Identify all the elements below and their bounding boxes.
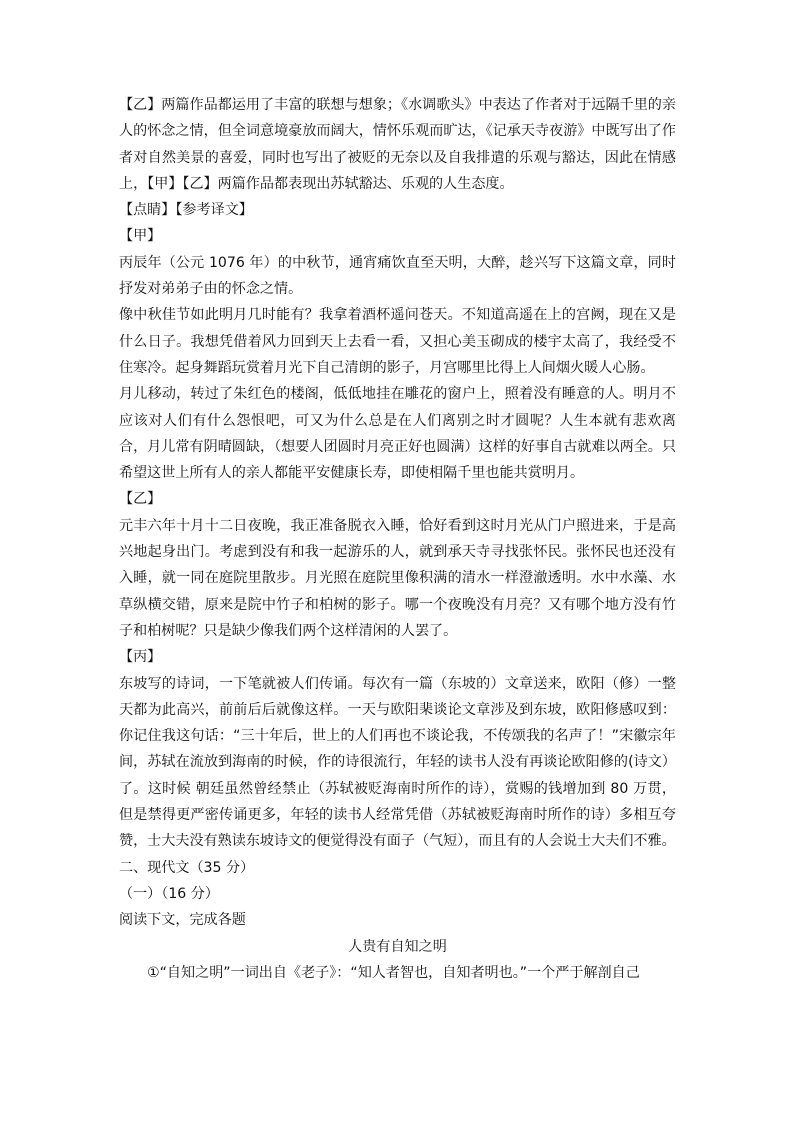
heading-jia: 【甲】 bbox=[119, 228, 162, 245]
article-first-line: ①“自知之明”一词出自《老子》：“知人者智也，自知者明也。”一个严于解剖自己 bbox=[147, 964, 640, 981]
paragraph-jia-preface: 丙辰年（公元 1076 年）的中秋节，通宵痛饮直至天明，大醉，趁兴写下这篇文章，同时抒发对弟弟子由的怀念之情。 bbox=[119, 254, 676, 298]
document-page bbox=[119, 92, 676, 986]
paragraph-jia-part2: 月儿移动，转过了朱红色的楼阁，低低地挂在雕花的窗户上，照着没有睡意的人。明月不应该对人们有什么怨恨吧，可又为什么总是在人们离别之时才圆呢？人生本就有悲欢离合，月儿常有阴晴圆缺，（想要人团圆时月亮正好也圆满）这样的好事自古就难以两全。只希望这世上所有人的亲人都能平安健康长寿，即使相隔千里也能共赏明月。 bbox=[119, 386, 676, 482]
heading-yi: 【乙】 bbox=[119, 491, 162, 508]
paragraph-yi: 元丰六年十月十二日夜晚，我正准备脱衣入睡，恰好看到这时月光从门户照进来，于是高兴地起身出门。考虑到没有和我一起游乐的人，就到承天寺寻找张怀民。张怀民也还没有入睡，就一同在庭院里散步。月光照在庭院里像积满的清水一样澄澈透明。水中水藻、水草纵横交错，原来是院中竹子和柏树的影子。哪一个夜晚没有月亮？又有哪个地方没有竹子和柏树呢？只是缺少像我们两个这样清闲的人罢了。 bbox=[119, 517, 676, 639]
subsection-one: （一）（16 分） bbox=[119, 885, 219, 902]
heading-reference-translation: 【点睛】【参考译文】 bbox=[119, 202, 253, 219]
heading-bing: 【丙】 bbox=[119, 649, 162, 666]
paragraph-analysis: 【乙】两篇作品都运用了丰富的联想与想象；《水调歌头》中表达了作者对于远隔千里的亲人的怀念之情，但全词意境豪放而阔大，情怀乐观而旷达，《记承天寺夜游》中既写出了作者对自然美景的喜爱，同时也写出了被贬的无奈以及自我排遣的乐观与豁达，因此在情感上，【甲】【乙】两篇作品都表现出苏轼豁达、乐观的人生态度。 bbox=[119, 97, 676, 192]
paragraph-bing: 东坡写的诗词，一下笔就被人们传诵。每次有一篇（东坡的）文章送来，欧阳（修）一整天都为此高兴，前前后后就像这样。一天与欧阳棐谈论文章涉及到东坡，欧阳修感叹到：你记住我这句话：“三十年后，世上的人们再也不谈论我，不传颂我的名声了！”宋徽宗年间，苏轼在流放到海南的时候，作的诗很流行，年轻的读书人没有再谈论欧阳修的(诗文）了。这时候 朝廷虽然曾经禁止（苏轼被贬海南时所作的诗），赏赐的钱增加到 80 万贯，但是禁得更严密传诵更多，年轻的读书人经常凭借（苏轼被贬海南时所作的诗）多相互夸赞，士大夫没有熟读东坡诗文的便觉得没有面子（气短），而且有的人会说士大夫们不雅。 bbox=[119, 675, 676, 850]
section-modern-text: 二、现代文（35 分） bbox=[119, 859, 255, 876]
paragraph-jia-part1: 像中秋佳节如此明月几时能有？我拿着酒杯遥问苍天。不知道高遥在上的宫阙，现在又是什么日子。我想凭借着风力回到天上去看一看，又担心美玉砌成的楼宇太高了，我经受不住寒冷。起身舞蹈玩赏着月光下自己清朗的影子，月宫哪里比得上人间烟火暖人心肠。 bbox=[119, 307, 676, 376]
instruction: 阅读下文，完成各题 bbox=[119, 912, 246, 929]
article-title: 人贵有自知之明 bbox=[348, 938, 447, 955]
